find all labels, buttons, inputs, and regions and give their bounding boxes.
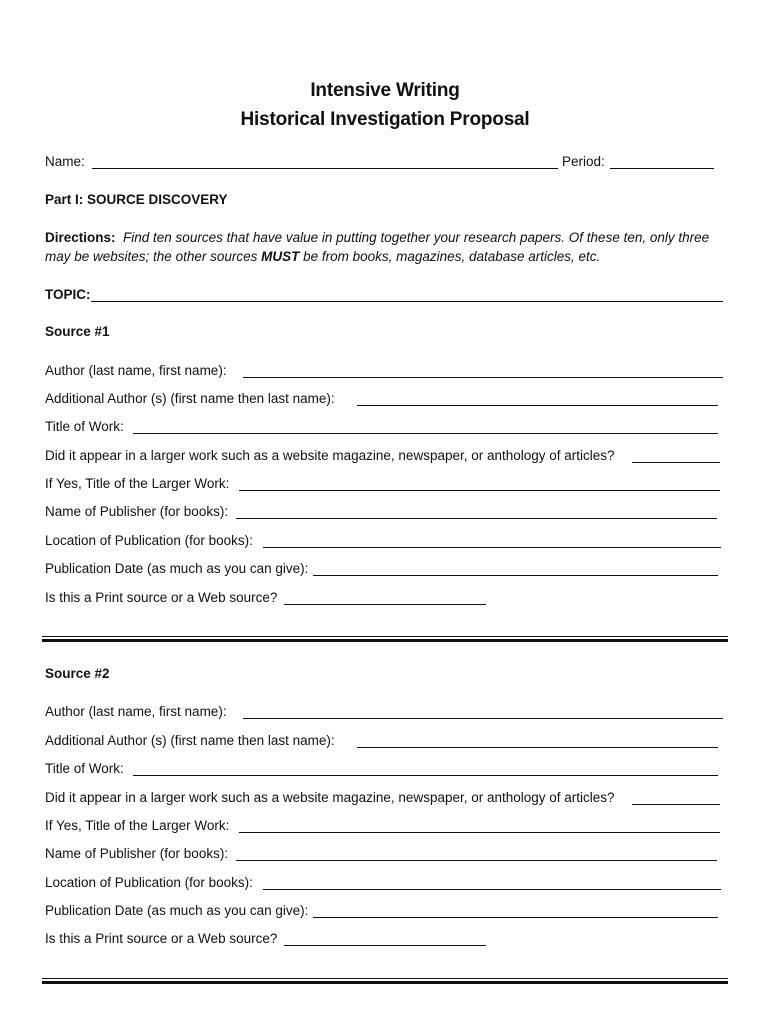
source-2-date-label: Publication Date (as much as you can give): [45, 903, 309, 918]
source-1-larger-title-blank[interactable] [239, 490, 720, 491]
source-1-print-web-label: Is this a Print source or a Web source? [45, 590, 278, 605]
source-1-title-blank[interactable] [133, 433, 718, 434]
source-2-author-label: Author (last name, first name): [45, 704, 227, 719]
source-1-author-label: Author (last name, first name): [45, 363, 227, 378]
source-2-title-label: Title of Work: [45, 761, 124, 776]
source-1-publisher-label: Name of Publisher (for books): [45, 504, 229, 519]
source-2-heading: Source #2 [45, 666, 110, 681]
directions [45, 229, 735, 266]
source-2-larger-title-label: If Yes, Title of the Larger Work: [45, 818, 230, 833]
source-1-additional-author-blank[interactable] [357, 405, 718, 406]
source-2-larger-work-label: Did it appear in a larger work such as a website magazine, newspaper, or anthology of articles? [45, 790, 615, 805]
period-label: Period: [562, 154, 605, 169]
source-2-location-label: Location of Publication (for books): [45, 875, 253, 890]
source-1-location-label: Location of Publication (for books): [45, 533, 253, 548]
source-1-date-label: Publication Date (as much as you can give): [45, 561, 309, 576]
part-heading: Part I: SOURCE DISCOVERY [45, 192, 228, 207]
source-2-print-web-label: Is this a Print source or a Web source? [45, 931, 278, 946]
topic-blank[interactable] [91, 301, 723, 302]
source-1-larger-work-label: Did it appear in a larger work such as a website magazine, newspaper, or anthology of articles? [45, 448, 615, 463]
directions-emphasis: MUST [261, 248, 300, 264]
source-2-additional-author-blank[interactable] [357, 747, 718, 748]
topic-label: TOPIC: [45, 287, 91, 302]
source-1-author-blank[interactable] [243, 377, 723, 378]
section-divider [42, 636, 728, 642]
source-1-larger-title-label: If Yes, Title of the Larger Work: [45, 476, 230, 491]
source-2-date-blank[interactable] [313, 917, 718, 918]
title-line-2: Historical Investigation Proposal [240, 109, 530, 130]
period-blank[interactable] [610, 168, 714, 169]
source-2-larger-title-blank[interactable] [239, 832, 720, 833]
name-blank[interactable] [92, 168, 558, 169]
source-1-location-blank[interactable] [263, 547, 721, 548]
source-2-author-blank[interactable] [243, 718, 723, 719]
source-2-title-blank[interactable] [133, 775, 718, 776]
source-2-publisher-label: Name of Publisher (for books): [45, 846, 229, 861]
source-2-location-blank[interactable] [263, 889, 721, 890]
title-line-1: Intensive Writing [310, 80, 460, 101]
source-2-larger-work-blank[interactable] [632, 804, 720, 805]
source-1-publisher-blank[interactable] [236, 518, 717, 519]
source-1-date-blank[interactable] [313, 575, 718, 576]
section-divider-bottom [42, 978, 728, 984]
source-2-publisher-blank[interactable] [236, 860, 717, 861]
directions-text: Find ten sources that have value in putting together your research papers. Of these ten, only three may be websites; the other sources MUST be from books, magazines, database articles, etc. [45, 230, 710, 264]
source-1-title-label: Title of Work: [45, 419, 124, 434]
source-1-print-web-blank[interactable] [284, 604, 486, 605]
directions-label: Directions: [45, 230, 116, 245]
name-label: Name: [45, 154, 85, 169]
source-1-heading: Source #1 [45, 324, 110, 339]
source-1-larger-work-blank[interactable] [632, 462, 720, 463]
source-2-print-web-blank[interactable] [284, 945, 486, 946]
source-2-additional-author-label: Additional Author (s) (first name then last name): [45, 733, 335, 748]
source-1-additional-author-label: Additional Author (s) (first name then last name): [45, 391, 335, 406]
